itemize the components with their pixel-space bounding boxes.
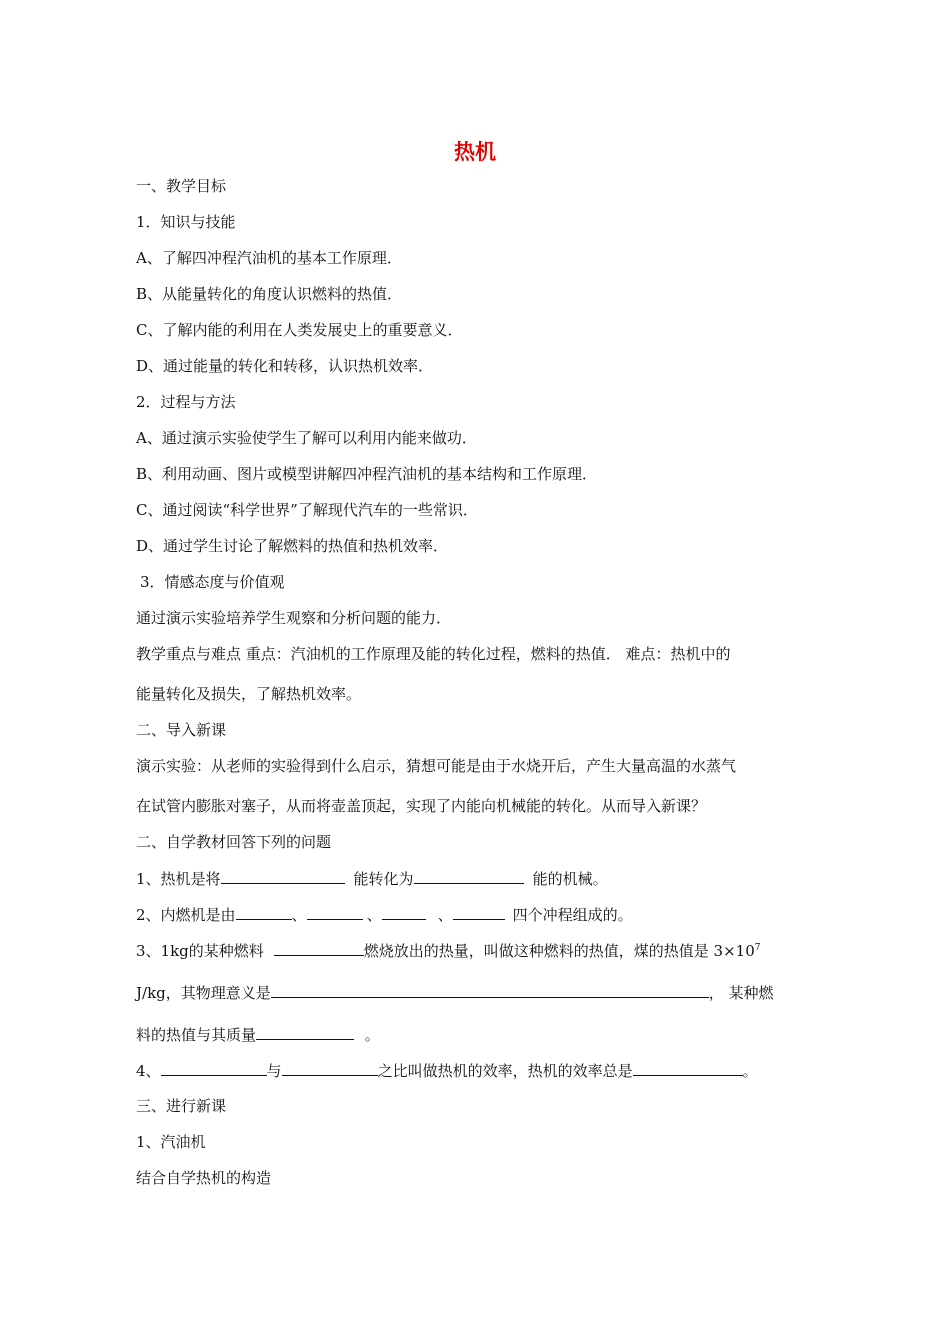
subheading-attitude: 3．情感态度与价值观 [140, 573, 285, 591]
text-line: 能量转化及损失，了解热机效率。 [136, 685, 362, 703]
subheading-knowledge: 1．知识与技能 [136, 213, 236, 231]
answer-blank[interactable] [633, 1060, 743, 1076]
text-line: D、通过学生讨论了解燃料的热值和热机效率． [136, 537, 449, 555]
answer-blank[interactable] [256, 1024, 354, 1040]
answer-blank[interactable] [236, 904, 292, 920]
text-line: C、了解内能的利用在人类发展史上的重要意义． [136, 321, 463, 339]
text-line: 通过演示实验培养学生观察和分析问题的能力． [136, 609, 452, 627]
answer-blank[interactable] [453, 904, 505, 920]
text-line: D、通过能量的转化和转移，认识热机效率． [136, 357, 434, 375]
text-line: A、了解四冲程汽油机的基本工作原理． [136, 249, 402, 267]
answer-blank[interactable] [282, 1060, 378, 1076]
question-3: 3、1kg的某种燃料 燃烧放出的热量，叫做这种燃料的热值，煤的热值是 $3\times 10^7$ [136, 942, 761, 960]
section-heading-objectives: 一、教学目标 [136, 177, 227, 195]
text-line: B、从能量转化的角度认识燃料的热值． [136, 285, 403, 303]
answer-blank[interactable] [307, 904, 363, 920]
text-line: 结合自学热机的构造 [136, 1169, 272, 1187]
answer-blank[interactable] [382, 904, 426, 920]
text-line: 演示实验：从老师的实验得到什么启示，猜想可能是由于水烧开后，产生大量高温的水蒸气 [136, 757, 737, 775]
question-3-end: 料的热值与其质量 。 [136, 1026, 380, 1044]
section-heading-selfstudy: 二、自学教材回答下列的问题 [136, 833, 332, 851]
section-heading-new-lesson: 三、进行新课 [136, 1097, 227, 1115]
answer-blank[interactable] [221, 868, 345, 884]
answer-blank[interactable] [274, 940, 364, 956]
subheading-gasoline-engine: 1、汽油机 [136, 1133, 206, 1151]
text-line: B、利用动画、图片或模型讲解四冲程汽油机的基本结构和工作原理． [136, 465, 598, 483]
question-3-cont: J/kg，其物理意义是 ， 某种燃 [136, 984, 774, 1002]
section-heading-intro: 二、导入新课 [136, 721, 227, 739]
answer-blank[interactable] [271, 982, 709, 998]
text-line: C、通过阅读“科学世界”了解现代汽车的一些常识． [136, 501, 478, 519]
question-4: 4、 与 之比叫做热机的效率，热机的效率总是 。 [136, 1062, 758, 1080]
page-title: 热机 [454, 140, 496, 164]
text-line: 在试管内膨胀对塞子，从而将壶盖顶起，实现了内能向机械能的转化。从而导入新课？ [136, 797, 707, 815]
question-2: 2、内燃机是由 、 、 、 四个冲程组成的。 [136, 906, 633, 924]
answer-blank[interactable] [161, 1060, 267, 1076]
question-1: 1、热机是将 能转化为 能的机械。 [136, 870, 608, 888]
answer-blank[interactable] [414, 868, 524, 884]
text-line: A、通过演示实验使学生了解可以利用内能来做功． [136, 429, 477, 447]
subheading-process: 2．过程与方法 [136, 393, 236, 411]
text-line: 教学重点与难点 重点：汽油机的工作原理及能的转化过程，燃料的热值． 难点：热机中的 [136, 645, 731, 663]
